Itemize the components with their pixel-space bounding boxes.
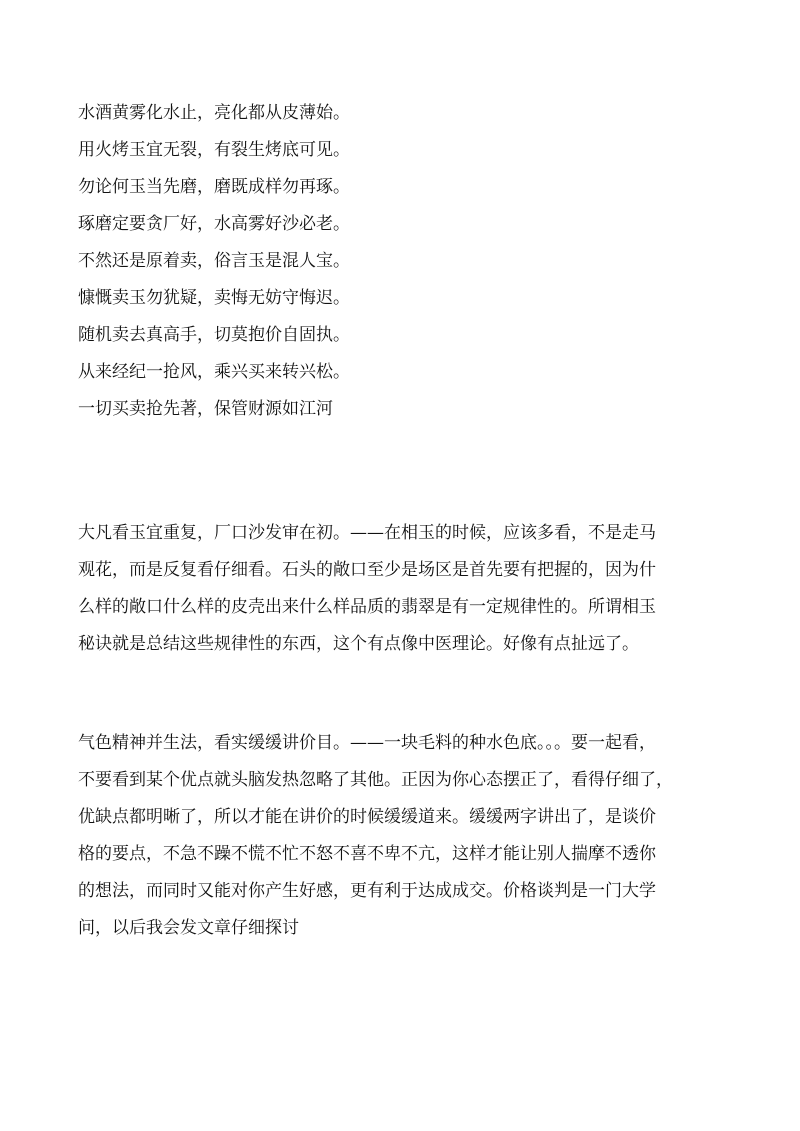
paragraph-line: 气色精神并生法，看实缓缓讲价目。——一块毛料的种水色底。。。要一起看， [78, 733, 656, 753]
verse-line: 一切买卖抢先著，保管财源如江河 [78, 399, 333, 419]
verse-line: 琢磨定要贪厂好，水高雾好沙必老。 [78, 214, 350, 234]
paragraph-line: 观花，而是反复看仔细看。石头的敞口至少是场区是首先要有把握的，因为什 [78, 560, 656, 580]
verse-line: 用火烤玉宜无裂，有裂生烤底可见。 [78, 140, 350, 160]
paragraph-line: 格的要点，不急不躁不慌不忙不怒不喜不卑不亢，这样才能让别人揣摩不透你 [78, 844, 656, 864]
verse-line: 慷慨卖玉勿犹疑，卖悔无妨守悔迟。 [78, 288, 350, 308]
verse-line: 勿论何玉当先磨，磨既成样勿再琢。 [78, 177, 350, 197]
paragraph-line: 优缺点都明晰了，所以才能在讲价的时候缓缓道来。缓缓两字讲出了，是谈价 [78, 807, 656, 827]
paragraph-line: 秘诀就是总结这些规律性的东西，这个有点像中医理论。好像有点扯远了。 [78, 634, 639, 654]
paragraph-2 [78, 733, 738, 955]
paragraph-line: 大凡看玉宜重复，厂口沙发审在初。——在相玉的时候，应该多看，不是走马 [78, 523, 656, 543]
verse-line: 从来经纪一抢风，乘兴买来转兴松。 [78, 362, 350, 382]
paragraph-line: 么样的敞口什么样的皮壳出来什么样品质的翡翠是有一定规律性的。所谓相玉 [78, 597, 656, 617]
verse-line: 不然还是原着卖，俗言玉是混人宝。 [78, 251, 350, 271]
paragraph-line: 的想法，而同时又能对你产生好感，更有利于达成成交。价格谈判是一门大学 [78, 881, 656, 901]
paragraph-line: 问，以后我会发文章仔细探讨 [78, 918, 299, 938]
verse-line: 随机卖去真高手，切莫抱价自固执。 [78, 325, 350, 345]
verse-block [78, 103, 738, 436]
verse-line: 水酒黄雾化水止，亮化都从皮薄始。 [78, 103, 350, 123]
paragraph-1 [78, 523, 738, 671]
paragraph-line: 不要看到某个优点就头脑发热忽略了其他。正因为你心态摆正了，看得仔细了， [78, 770, 673, 790]
